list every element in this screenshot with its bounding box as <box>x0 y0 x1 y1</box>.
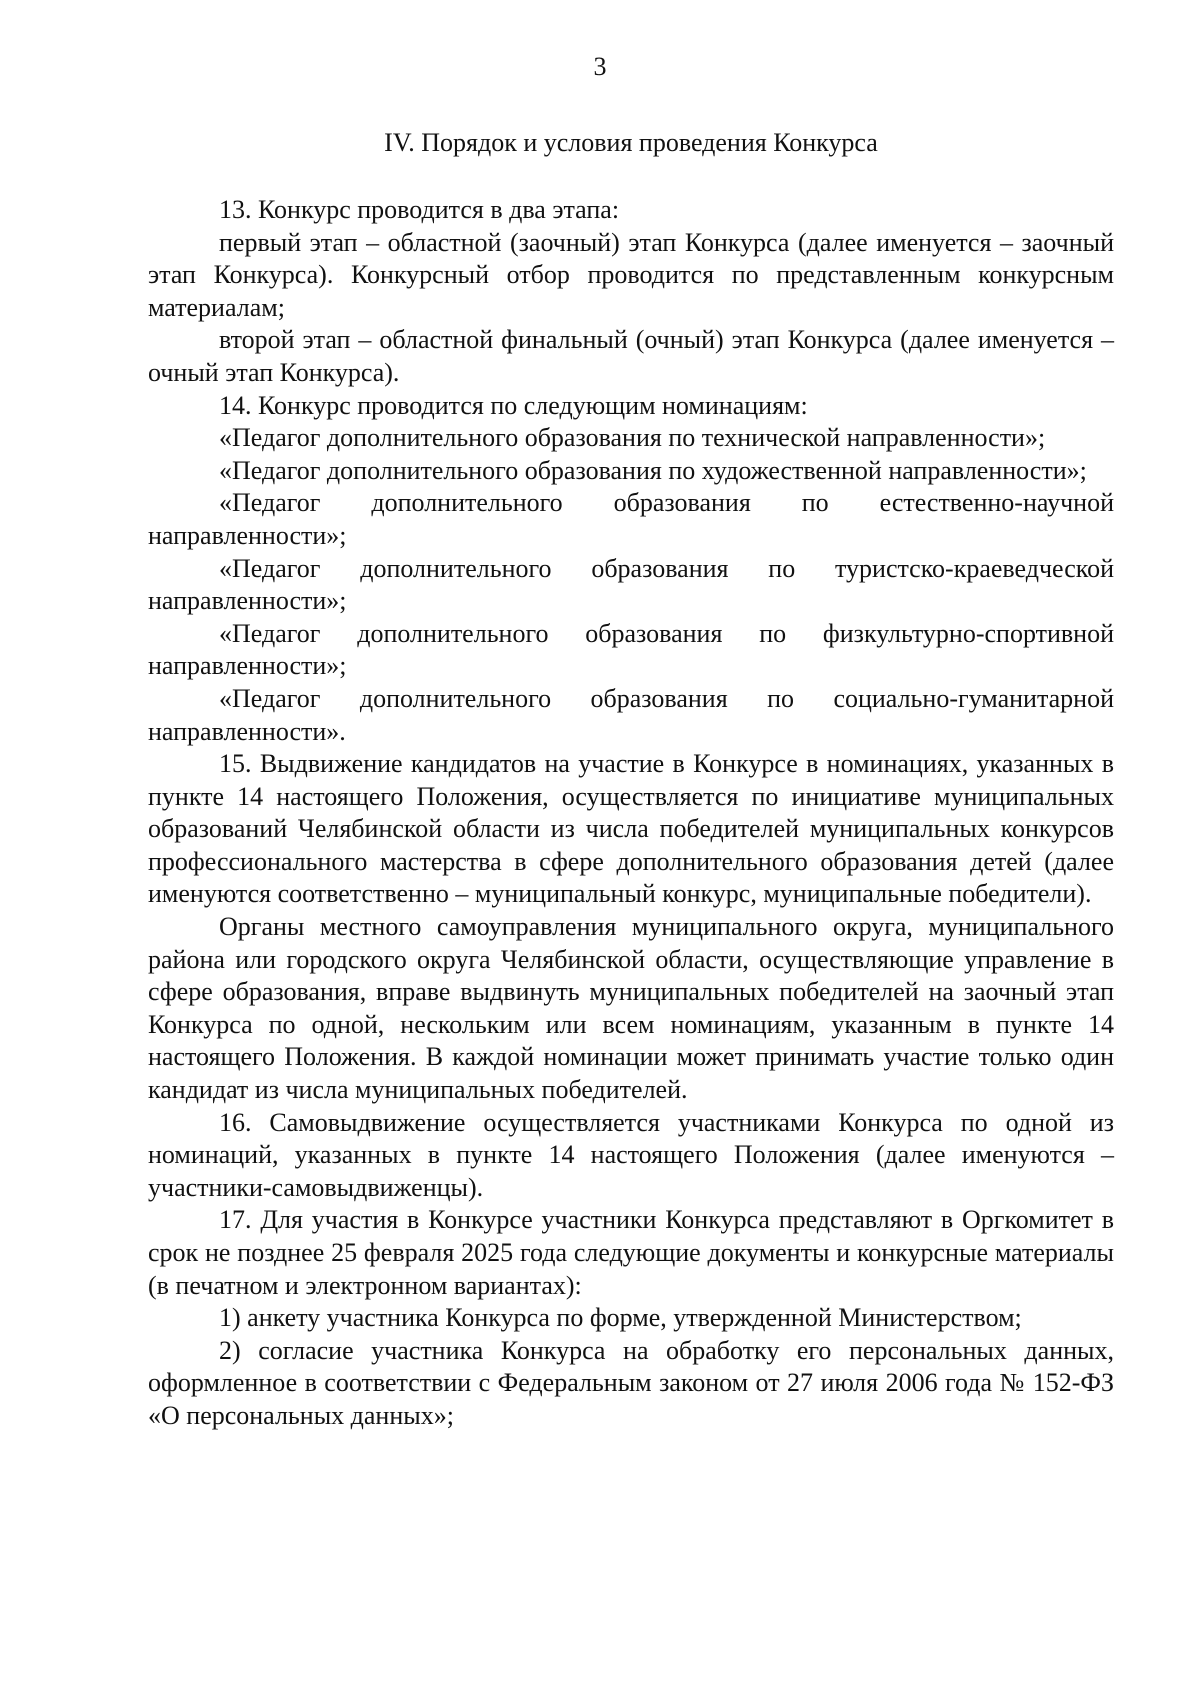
paragraph-14: 14. Конкурс проводится по следующим номинациям: <box>219 390 808 420</box>
item-2-consent: 2) согласие участника Конкурса на обработку его персональных данных, оформленное в соответствии с Федеральным законом от 27 июля 2006 года № 152-ФЗ «О персональных данных»; <box>148 1335 1114 1430</box>
nomination-sports: «Педагог дополнительного образования по физкультурно-спортивной направленности»; <box>148 618 1114 681</box>
paragraph-stage-one: первый этап – областной (заочный) этап Конкурса (далее именуется – заочный этап Конкурса). Конкурсный отбор проводится по представленным конкурсным материалам; <box>148 227 1114 322</box>
item-1-questionnaire: 1) анкету участника Конкурса по форме, утвержденной Министерством; <box>219 1303 1022 1333</box>
paragraph-17: 17. Для участия в Конкурсе участники Конкурса представляют в Оргкомитет в срок не позднее 25 февраля 2025 года следующие документы и конкурсные материалы (в печатном и электронном вариантах): <box>148 1205 1114 1300</box>
nomination-tourism: «Педагог дополнительного образования по туристско-краеведческой направленности»; <box>148 553 1114 616</box>
paragraph-16: 16. Самовыдвижение осуществляется участниками Конкурса по одной из номинаций, указанных в пункте 14 настоящего Положения (далее именуются – участники-самовыдвиженцы). <box>148 1107 1114 1202</box>
nomination-technical: «Педагог дополнительного образования по технической направленности»; <box>219 423 1046 453</box>
paragraph-15: 15. Выдвижение кандидатов на участие в Конкурсе в номинациях, указанных в пункте 14 настоящего Положения, осуществляется по инициативе муниципальных образований Челябинской области из числа победителей муниципальных конкурсов профессионального мастерства в сфере дополнительного образования детей (далее именуются соответственно – муниципальный конкурс, муниципальные победители). <box>148 749 1114 909</box>
nomination-artistic: «Педагог дополнительного образования по художественной направленности»; <box>219 455 1087 485</box>
page-number: 3 <box>593 52 607 81</box>
nomination-natural-science: «Педагог дополнительного образования по естественно-научной направленности»; <box>148 488 1114 550</box>
paragraph-13: 13. Конкурс проводится в два этапа: <box>219 195 620 224</box>
nomination-humanitarian: «Педагог дополнительного образования по социально-гуманитарной направленности». <box>148 683 1114 746</box>
paragraph-stage-two: второй этап – областной финальный (очный) этап Конкурса (далее именуется – очный этап Конкурса). <box>148 325 1114 387</box>
document-body <box>148 194 1114 1433</box>
section-title: IV. Порядок и условия проведения Конкурса <box>384 128 878 157</box>
paragraph-authorities: Органы местного самоуправления муниципального округа, муниципального района или городского округа Челябинской области, осуществляющие управление в сфере образования, вправе выдвинуть муниципальных победителей на заочный этап Конкурса по одной, нескольким или всем номинациям, указанным в пункте 14 настоящего Положения. В каждой номинации может принимать участие только один кандидат из числа муниципальных победителей. <box>148 912 1114 1105</box>
